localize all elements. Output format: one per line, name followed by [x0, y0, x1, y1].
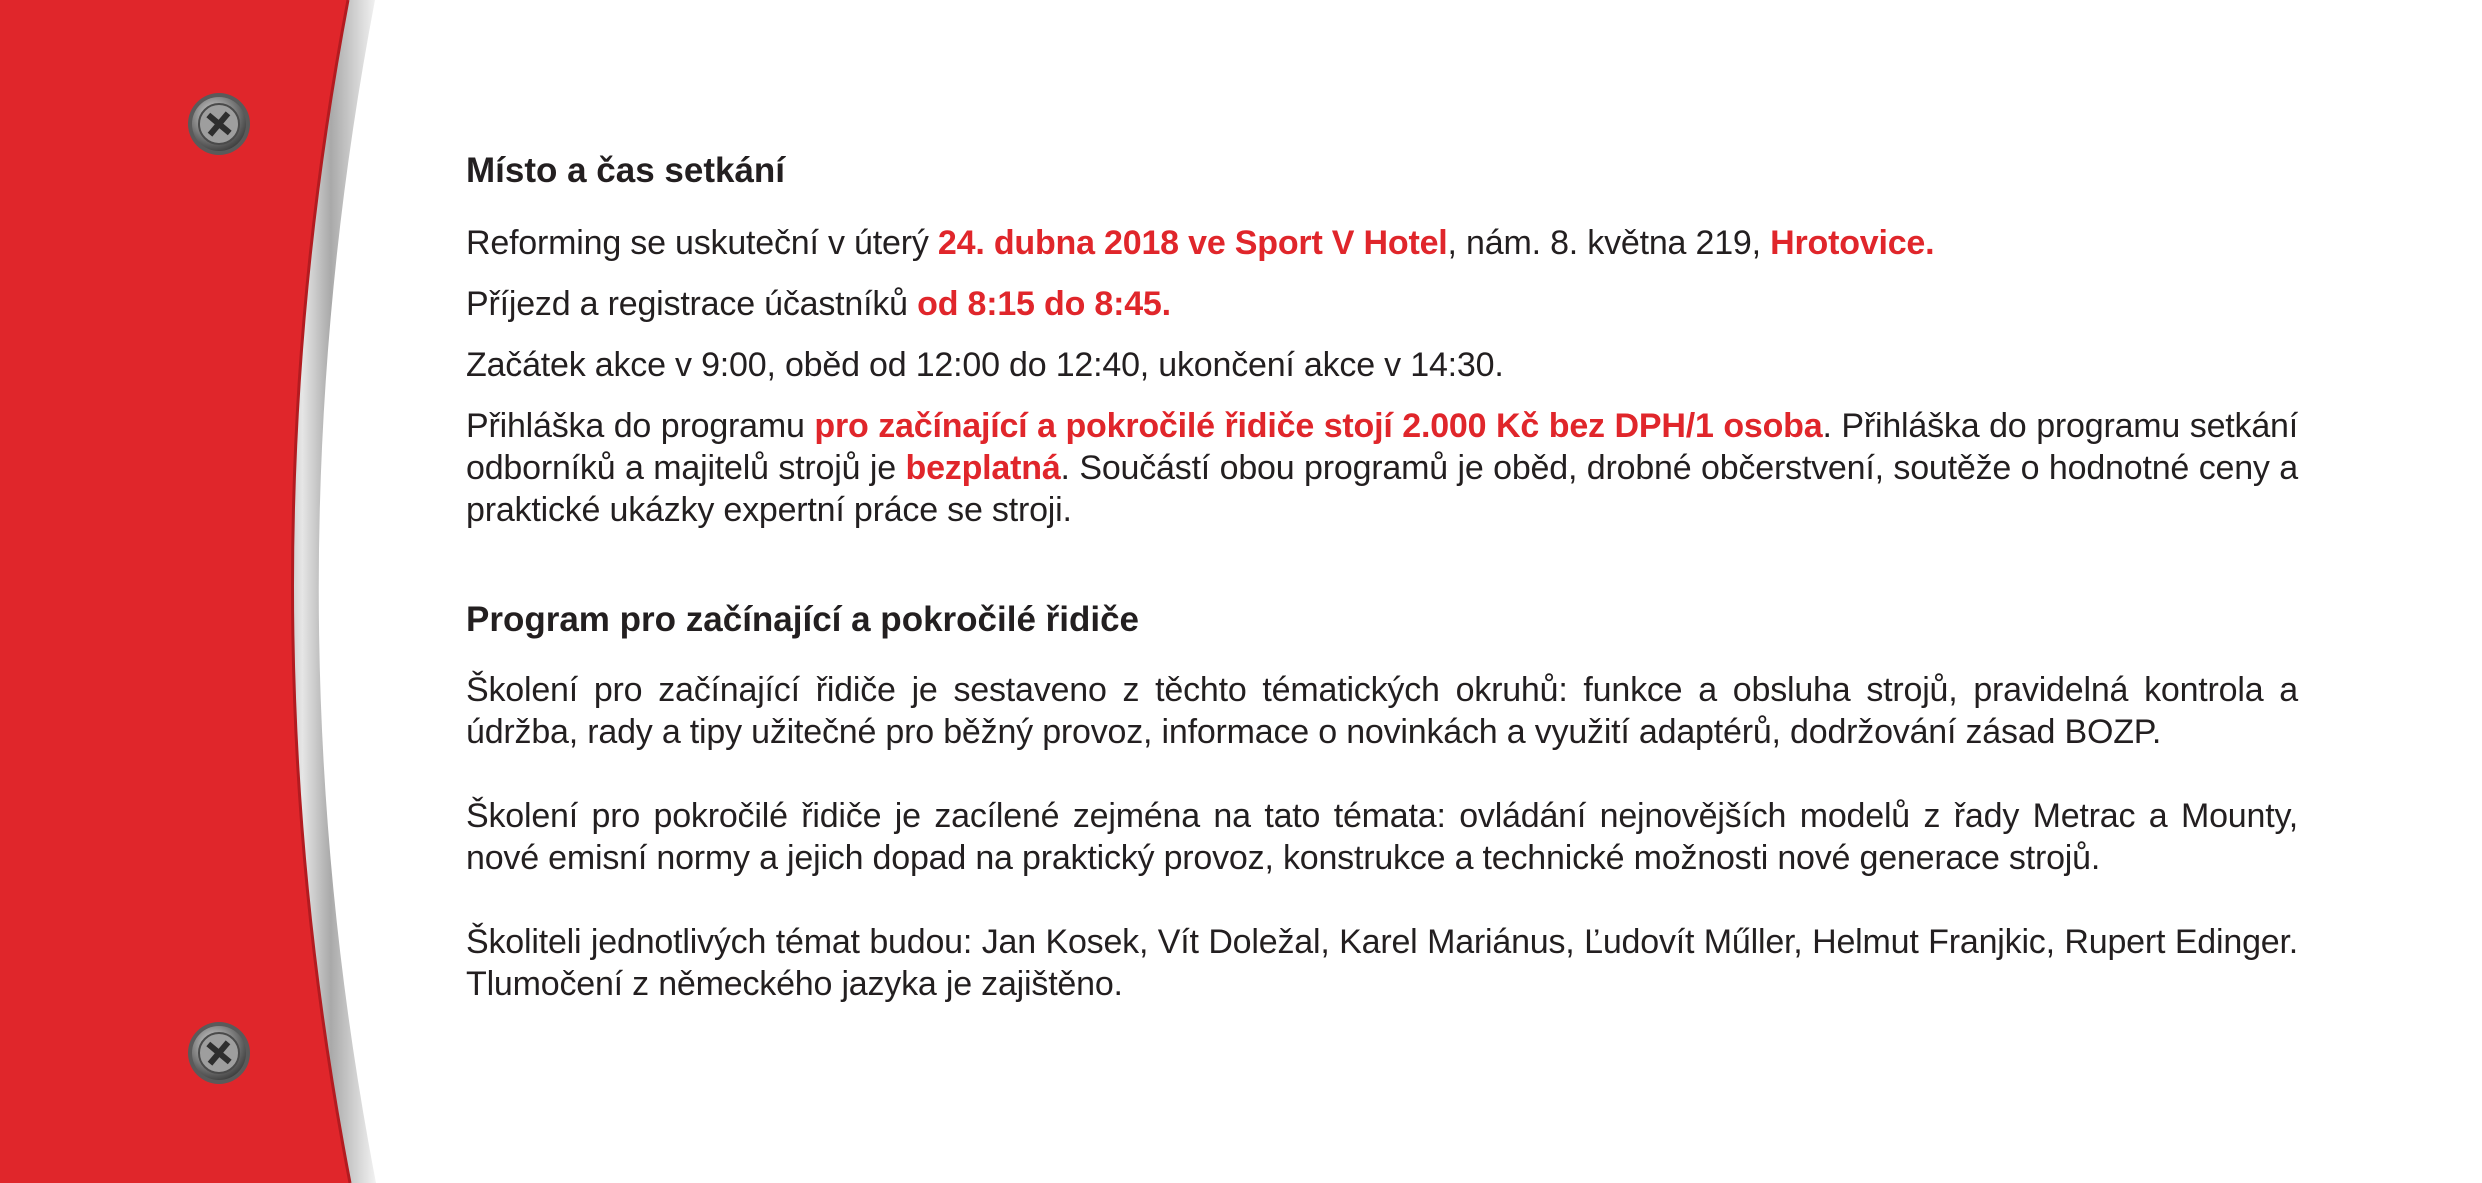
- paragraph-application: Přihláška do programu pro začínající a pokročilé řidiče stojí 2.000 Kč bez DPH/1 osoba. Přihláška do programu setkání odborníků a majitelů strojů je bezplatná. Součástí obou programů je oběd, drobné občerstvení, soutěže o hodnotné ceny a praktické ukázky expertní práce se stroji.: [466, 407, 2298, 529]
- paragraph-advanced: Školení pro pokročilé řidiče je zacílené zejména na tato témata: ovládání nejnovějších modelů z řady Metrac a Mounty, nové emisní normy a jejich dopad na praktický provoz, konstrukce a technické možnosti nové generace strojů.: [466, 797, 2298, 877]
- highlight-price: pro začínající a pokročilé řidiče stojí 2.000 Kč bez DPH/1 osoba: [814, 407, 1823, 445]
- highlight-registration-time: od 8:15 do 8:45.: [917, 285, 1171, 323]
- paragraph-schedule: Začátek akce v 9:00, oběd od 12:00 do 12:40, ukončení akce v 14:30.: [466, 346, 1504, 384]
- paragraph-venue: Reforming se uskuteční v úterý 24. dubna 2018 ve Sport V Hotel, nám. 8. května 219, Hrotovice.: [466, 224, 1935, 262]
- paragraph-registration: Příjezd a registrace účastníků od 8:15 do 8:45.: [466, 285, 1171, 323]
- paragraph-trainers: Školiteli jednotlivých témat budou: Jan Kosek, Vít Doležal, Karel Mariánus, Ľudovít Műller, Helmut Franjkic, Rupert Edinger. Tlumočení z německého jazyka je zajištěno.: [466, 923, 2298, 1003]
- highlight-town: Hrotovice.: [1770, 224, 1935, 262]
- red-metal-banner: [0, 0, 390, 1183]
- highlight-date-venue: 24. dubna 2018 ve Sport V Hotel: [937, 224, 1448, 262]
- highlight-free: bezplatná: [905, 449, 1061, 487]
- screw-icon: [188, 1022, 250, 1084]
- paragraph-beginners: Školení pro začínající řidiče je sestaveno z těchto tématických okruhů: funkce a obsluha strojů, pravidelná kontrola a údržba, rady a tipy užitečné pro běžný provoz, informace o novinkách a využití adaptérů, dodržování zásad BOZP.: [466, 671, 2298, 751]
- document-content: [466, 150, 2298, 1005]
- screw-icon: [188, 93, 250, 155]
- section-heading-place: Místo a čas setkání: [466, 151, 786, 190]
- section-heading-program: Program pro začínající a pokročilé řidiče: [466, 600, 1140, 639]
- decorative-sidebar: [0, 0, 390, 1183]
